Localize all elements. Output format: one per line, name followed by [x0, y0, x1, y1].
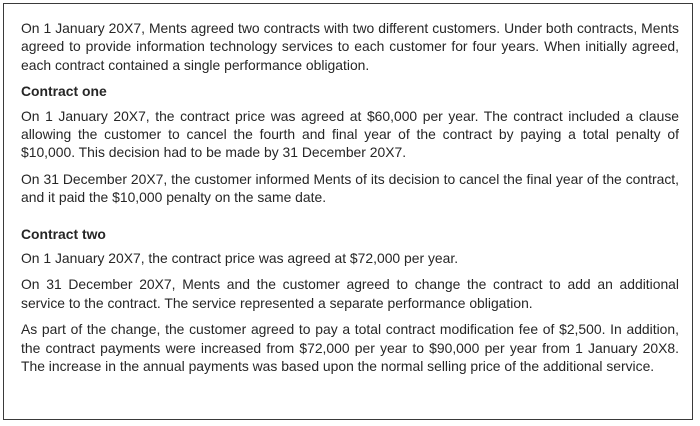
- contract-two-paragraph-3: As part of the change, the customer agreed to pay a total contract modification fee of $2,500. In addition, the contract payments were increased from $72,000 per year to $90,000 per year from 1 January 20X8. The increase in the annual payments was based upon the normal selling price of the additional service.: [21, 321, 679, 375]
- contract-one-heading: Contract one: [21, 83, 107, 100]
- scenario-box: [3, 3, 693, 420]
- scenario-content: [21, 19, 679, 384]
- contract-one-paragraph-1: On 1 January 20X7, the contract price was agreed at $60,000 per year. The contract included a clause allowing the customer to cancel the fourth and final year of the contract by paying a total penalty of $10,000. This decision had to be made by 31 December 20X7.: [21, 107, 679, 161]
- contract-two-heading: Contract two: [21, 225, 106, 242]
- intro-paragraph: On 1 January 20X7, Ments agreed two contracts with two different customers. Under both contracts, Ments agreed to provide information technology services to each customer for four years. When initially agreed, each contract contained a single performance obligation.: [21, 20, 679, 73]
- contract-two-paragraph-1: On 1 January 20X7, the contract price was agreed at $72,000 per year.: [21, 250, 459, 267]
- contract-two-paragraph-2: On 31 December 20X7, Ments and the customer agreed to change the contract to add an additional service to the contract. The service represented a separate performance obligation.: [21, 276, 679, 311]
- contract-one-paragraph-2: On 31 December 20X7, the customer informed Ments of its decision to cancel the final year of the contract, and it paid the $10,000 penalty on the same date.: [21, 170, 679, 206]
